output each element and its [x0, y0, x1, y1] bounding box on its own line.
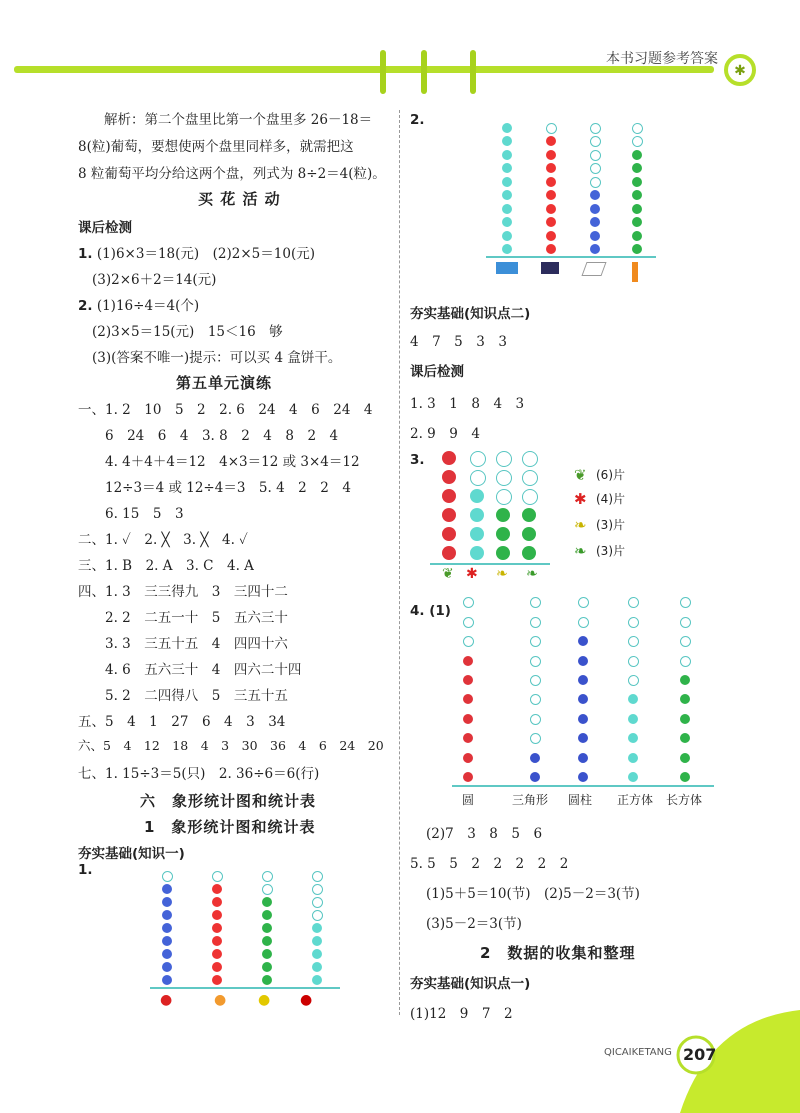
- pictograph-dot: [162, 910, 172, 920]
- pictograph-dot: [212, 962, 222, 972]
- pictograph-dot: [590, 177, 601, 188]
- legend-label: (3)片: [596, 544, 625, 558]
- pictograph-dot: [312, 884, 323, 895]
- q-number: 2.: [78, 298, 93, 314]
- pictograph-dot: [590, 217, 600, 227]
- pictograph-dot: [502, 244, 512, 254]
- pictograph-dot: [680, 753, 690, 763]
- pictograph-dot: [496, 508, 510, 522]
- pictograph-dot: [590, 136, 601, 147]
- unit5-line: 六、5 4 12 18 4 3 30 36 4 6 24 20: [78, 738, 384, 753]
- pictograph-dot: [212, 923, 222, 933]
- q-number: 2.: [410, 112, 425, 128]
- peach-icon: ●: [214, 992, 227, 1008]
- pictograph-dot: [442, 489, 456, 503]
- willow-leaf-icon: ❧: [526, 566, 538, 582]
- pictograph-dot: [502, 190, 512, 200]
- pictograph-dot: [546, 231, 556, 241]
- pictograph-dot: [262, 949, 272, 959]
- pictograph-dot: [463, 753, 473, 763]
- header-title: 本书习题参考答案: [606, 51, 718, 67]
- pictograph-dot: [262, 975, 272, 985]
- pictograph-dot: [502, 150, 512, 160]
- pictograph-dot: [502, 123, 512, 133]
- pictograph-dot: [522, 546, 536, 560]
- subheading-basics: 夯实基础(知识一): [78, 846, 185, 862]
- answer-line: (1)6×3＝18(元) (2)2×5＝10(元): [96, 246, 315, 262]
- analysis-line-1: 解析：第二个盘里比第一个盘里多 26－18＝: [104, 112, 373, 128]
- pictograph-dot: [212, 975, 222, 985]
- pictograph-dot: [680, 733, 690, 743]
- footer-brand: QICAIKETANG: [604, 1047, 672, 1058]
- pictograph-dot: [578, 772, 588, 782]
- unit5-line: 七、1. 15÷3＝5(只) 2. 36÷6＝6(行): [78, 766, 320, 782]
- pictograph-dot: [442, 546, 456, 560]
- eraser-icon: [541, 262, 559, 274]
- pictograph-dot: [502, 163, 512, 173]
- pictograph-dot: [530, 675, 541, 686]
- pictograph-dot: [496, 489, 512, 505]
- pictograph-dot: [463, 656, 473, 666]
- pictograph-dot: [546, 244, 556, 254]
- pictograph-dot: [546, 177, 556, 187]
- pictograph-dot: [262, 962, 272, 972]
- answer-line: (1)16÷4＝4(个): [96, 298, 200, 314]
- analysis-line-3: 8 粒葡萄平均分给这两个盘，列式为 8÷2＝4(粒)。: [78, 166, 386, 182]
- pictograph-dot: [463, 772, 473, 782]
- lesson-title: 1 象形统计图和统计表: [144, 818, 316, 836]
- pictograph-dot: [680, 675, 690, 685]
- subheading-basics-2: 夯实基础(知识点二): [410, 306, 531, 322]
- unit5-line: 三、1. B 2. A 3. C 4. A: [78, 558, 254, 574]
- axis-label: 圆柱: [568, 793, 593, 807]
- pictograph-dot: [262, 897, 272, 907]
- baseline: [452, 785, 714, 787]
- pictograph-dot: [442, 451, 456, 465]
- pictograph-dot: [680, 636, 691, 647]
- footer-decoration: [560, 1000, 800, 1113]
- pictograph-dot: [470, 470, 486, 486]
- pictograph-dot: [628, 694, 638, 704]
- pictograph-dot: [212, 897, 222, 907]
- answer-line: (3)5－2＝3(节): [426, 916, 522, 932]
- pictograph-dot: [632, 204, 642, 214]
- q-number: 1.: [78, 246, 93, 262]
- pictograph-dot: [628, 733, 638, 743]
- unit5-line: 四、1. 3 三三得九 3 三四十二: [78, 584, 288, 600]
- unit5-line: 3. 3 三五十五 4 四四十六: [78, 636, 288, 652]
- q-number: 3.: [410, 452, 425, 468]
- pictograph-dot: [463, 636, 474, 647]
- pictograph-dot: [632, 163, 642, 173]
- pictograph-dot: [442, 527, 456, 541]
- pictograph-dot: [546, 163, 556, 173]
- axis-label: 正方体: [617, 793, 654, 807]
- pictograph-dot: [546, 217, 556, 227]
- pictograph-dot: [442, 508, 456, 522]
- axis-label: 长方体: [666, 793, 703, 807]
- svg-text:✱: ✱: [734, 63, 746, 79]
- unit5-line: 2. 2 二五一十 5 五六三十: [78, 610, 288, 626]
- legend-label: (3)片: [596, 518, 625, 532]
- pictograph-dot: [530, 617, 541, 628]
- baseline: [150, 987, 340, 989]
- pictograph-dot: [162, 897, 172, 907]
- pictograph-dot: [578, 675, 588, 685]
- pictograph-dot: [590, 204, 600, 214]
- pictograph-dot: [530, 597, 541, 608]
- pictograph-dot: [590, 190, 600, 200]
- legend-label: (4)片: [596, 492, 625, 506]
- pictograph-dot: [628, 714, 638, 724]
- page-number: 207: [683, 1045, 717, 1064]
- q-number: 1.: [78, 862, 93, 878]
- pictograph-dot: [502, 204, 512, 214]
- unit5-line: 五、5 4 1 27 6 4 3 34: [78, 714, 286, 730]
- answer-line: 1. 3 1 8 4 3: [410, 396, 525, 412]
- pictograph-dot: [632, 123, 643, 134]
- pictograph-dot: [162, 923, 172, 933]
- answer-line: (3)(答案不唯一)提示：可以买 4 盒饼干。: [92, 350, 342, 366]
- maple-leaf-icon: ✱: [574, 490, 587, 508]
- pictograph-dot: [628, 636, 639, 647]
- pictograph-dot: [590, 163, 601, 174]
- pictograph-dot: [530, 714, 541, 725]
- pictograph-dot: [578, 714, 588, 724]
- pictograph-dot: [578, 597, 589, 608]
- pictograph-dot: [470, 489, 484, 503]
- answer-line: 2. 9 9 4: [410, 426, 480, 442]
- pictograph-dot: [312, 897, 323, 908]
- pictograph-dot: [628, 656, 639, 667]
- pictograph-dot: [312, 910, 323, 921]
- pictograph-dot: [522, 489, 538, 505]
- pictograph-dot: [590, 123, 601, 134]
- pictograph-dot: [496, 527, 510, 541]
- ginkgo-leaf-icon: ❧: [574, 516, 587, 534]
- maple-leaf-icon: ✱: [466, 566, 478, 582]
- answer-line: (1)12 9 7 2: [410, 1006, 513, 1022]
- pictograph-dot: [632, 244, 642, 254]
- pictograph-dot: [632, 150, 642, 160]
- pictograph-dot: [546, 204, 556, 214]
- pictograph-dot: [628, 597, 639, 608]
- pictograph-dot: [162, 949, 172, 959]
- legend-label: (6)片: [596, 468, 625, 482]
- pictograph-dot: [680, 617, 691, 628]
- apple-icon: ●: [160, 992, 173, 1008]
- section-title-unit5: 第五单元演练: [176, 374, 273, 392]
- pictograph-dot: [496, 470, 512, 486]
- pictograph-dot: [522, 451, 538, 467]
- section-title-buy-flowers: 买 花 活 动: [198, 190, 281, 208]
- pictograph-dot: [312, 871, 323, 882]
- pictograph-dot: [470, 527, 484, 541]
- pictograph-dot: [212, 884, 222, 894]
- pictograph-dot: [463, 675, 473, 685]
- pictograph-dot: [590, 150, 601, 161]
- unit5-line: 一、1. 2 10 5 2 2. 6 24 4 6 24 4: [78, 402, 373, 418]
- pictograph-dot: [312, 923, 322, 933]
- answer-line: 4 7 5 3 3: [410, 334, 507, 350]
- pictograph-dot: [496, 451, 512, 467]
- ginkgo-leaf-icon: ❧: [496, 566, 508, 582]
- pictograph-dot: [530, 636, 541, 647]
- chapter-title: 六 象形统计图和统计表: [140, 792, 317, 810]
- baseline: [486, 256, 656, 258]
- willow-leaf-icon: ❧: [574, 542, 587, 560]
- pictograph-dot: [578, 694, 588, 704]
- column-divider: [399, 110, 400, 1015]
- pictograph-dot: [680, 714, 690, 724]
- pictograph-dot: [470, 508, 484, 522]
- pictograph-dot: [162, 871, 173, 882]
- pictograph-dot: [312, 949, 322, 959]
- pictograph-dot: [262, 910, 272, 920]
- pictograph-dot: [162, 936, 172, 946]
- pictograph-dot: [262, 884, 273, 895]
- unit5-line: 5. 2 二四得八 5 三五十五: [78, 688, 288, 704]
- pictograph-dot: [470, 451, 486, 467]
- pictograph-dot: [502, 136, 512, 146]
- pictograph-dot: [628, 753, 638, 763]
- subheading-after-class-2: 课后检测: [410, 364, 464, 380]
- pictograph-dot: [632, 231, 642, 241]
- pictograph-dot: [162, 884, 172, 894]
- pictograph-dot: [590, 231, 600, 241]
- pictograph-dot: [470, 546, 484, 560]
- pictograph-dot: [522, 527, 536, 541]
- unit5-line: 4. 4＋4＋4＝12 4×3＝12 或 3×4＝12: [78, 454, 360, 470]
- unit5-line: 二、1. ✓ 2. ╳ 3. ╳ 4. ✓: [78, 532, 248, 548]
- pictograph-dot: [578, 656, 588, 666]
- pictograph-dot: [162, 975, 172, 985]
- pictograph-dot: [590, 244, 600, 254]
- ruler-icon: [581, 262, 606, 276]
- pictograph-dot: [463, 733, 473, 743]
- unit5-line: 6 24 6 4 3. 8 2 4 8 2 4: [78, 428, 339, 444]
- pictograph-dot: [546, 136, 556, 146]
- pictograph-dot: [530, 733, 541, 744]
- answer-line: (2)3×5＝15(元) 15＜16 够: [92, 324, 283, 340]
- subheading-after-class: 课后检测: [78, 220, 132, 236]
- pictograph-dot: [212, 949, 222, 959]
- strawberry-icon: ●: [300, 992, 313, 1008]
- pictograph-dot: [522, 470, 538, 486]
- unit5-line: 12÷3＝4 或 12÷4＝3 5. 4 2 2 4: [78, 480, 351, 496]
- answer-line: 5. 5 5 2 2 2 2 2: [410, 856, 569, 872]
- pictograph-dot: [262, 923, 272, 933]
- pictograph-dot: [442, 470, 456, 484]
- pictograph-dot: [632, 177, 642, 187]
- pictograph-dot: [546, 123, 557, 134]
- pictograph-dot: [463, 694, 473, 704]
- pictograph-dot: [530, 772, 540, 782]
- pictograph-dot: [530, 694, 541, 705]
- answer-line: (3)2×6＋2＝14(元): [92, 272, 217, 288]
- pictograph-dot: [632, 136, 643, 147]
- pictograph-dot: [312, 962, 322, 972]
- pictograph-dot: [312, 936, 322, 946]
- pictograph-dot: [578, 636, 588, 646]
- pencil-icon: [632, 262, 638, 282]
- baseline: [430, 563, 550, 565]
- axis-label: 圆: [462, 793, 475, 807]
- lesson2-title: 2 数据的收集和整理: [480, 944, 636, 962]
- pictograph-dot: [502, 217, 512, 227]
- pictograph-dot: [628, 772, 638, 782]
- pictograph-dot: [312, 975, 322, 985]
- pictograph-dot: [632, 217, 642, 227]
- pear-icon: ●: [258, 992, 271, 1008]
- pictograph-dot: [212, 871, 223, 882]
- pictograph-dot: [262, 871, 273, 882]
- pictograph-dot: [530, 656, 541, 667]
- pictograph-dot: [680, 694, 690, 704]
- axis-label: 三角形: [512, 793, 549, 807]
- pictograph-dot: [546, 190, 556, 200]
- answer-line: (1)5＋5＝10(节) (2)5－2＝3(节): [426, 886, 640, 902]
- answer-line: (2)7 3 8 5 6: [426, 826, 543, 842]
- pictograph-dot: [162, 962, 172, 972]
- pictograph-dot: [680, 772, 690, 782]
- pictograph-dot: [502, 177, 512, 187]
- pictograph-dot: [522, 508, 536, 522]
- pictograph-dot: [530, 753, 540, 763]
- pencil-case-icon: [496, 262, 518, 274]
- pictograph-dot: [212, 910, 222, 920]
- pictograph-dot: [632, 190, 642, 200]
- pictograph-dot: [546, 150, 556, 160]
- pictograph-dot: [628, 617, 639, 628]
- pictograph-dot: [628, 675, 639, 686]
- pictograph-dot: [463, 597, 474, 608]
- pictograph-dot: [502, 231, 512, 241]
- pictograph-dot: [578, 733, 588, 743]
- leaf-icon: ❦: [442, 566, 454, 582]
- pictograph-dot: [680, 597, 691, 608]
- pictograph-dot: [463, 714, 473, 724]
- pictograph-dot: [578, 753, 588, 763]
- pictograph-dot: [496, 546, 510, 560]
- pictograph-dot: [680, 656, 691, 667]
- leaf-icon: ❦: [574, 466, 587, 484]
- pictograph-dot: [463, 617, 474, 628]
- unit5-line: 6. 15 5 3: [78, 506, 184, 522]
- q-number: 4. (1): [410, 603, 451, 619]
- pictograph-dot: [212, 936, 222, 946]
- pictograph-dot: [578, 617, 589, 628]
- pictograph-dot: [262, 936, 272, 946]
- unit5-line: 4. 6 五六三十 4 四六二十四: [78, 662, 302, 678]
- subheading-basics-3: 夯实基础(知识点一): [410, 976, 531, 992]
- analysis-line-2: 8(粒)葡萄，要想使两个盘里同样多，就需把这: [78, 139, 354, 155]
